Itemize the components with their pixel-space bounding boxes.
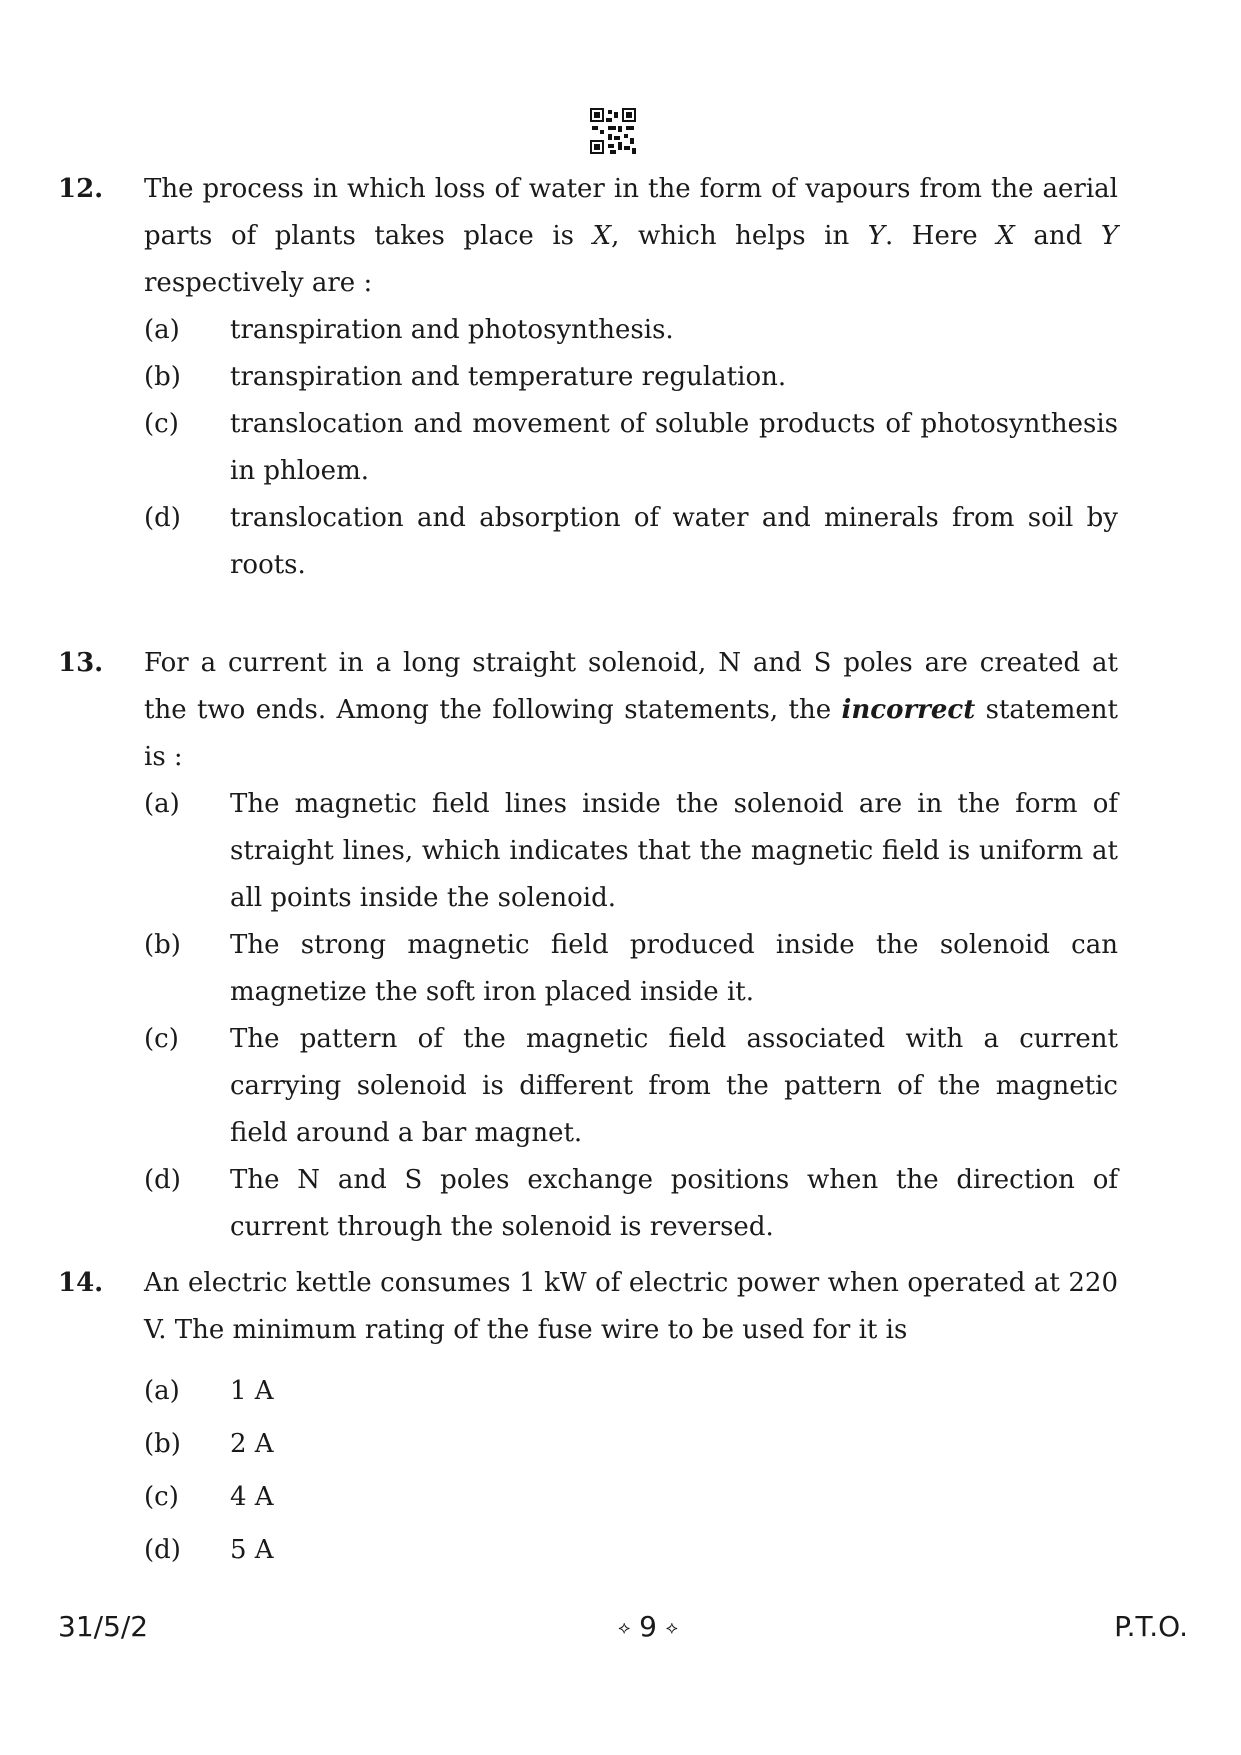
option-text: 1 A bbox=[230, 1376, 274, 1406]
option-label: (d) bbox=[144, 503, 181, 533]
option-label: (d) bbox=[144, 1535, 181, 1565]
option-b bbox=[144, 1421, 1118, 1468]
page-footer bbox=[58, 1610, 1188, 1650]
option-text: The strong magnetic field produced inside the solenoid can magnetize the soft iron placed inside it. bbox=[230, 930, 1118, 1007]
question-text: An electric kettle consumes 1 kW of electric power when operated at 220 V. The minimum rating of the fuse wire to be used for it is bbox=[144, 1268, 1118, 1345]
option-text: translocation and absorption of water and minerals from soil by roots. bbox=[230, 503, 1118, 580]
option-b bbox=[144, 922, 1118, 1016]
option-a bbox=[144, 307, 1118, 354]
question-text: For a current in a long straight solenoid, N and S poles are created at the two ends. Among the following statements, the incorrect statement is : bbox=[144, 648, 1118, 772]
option-label: (a) bbox=[144, 1376, 180, 1406]
option-label: (a) bbox=[144, 315, 180, 345]
paper-code: 31/5/2 bbox=[58, 1610, 149, 1643]
option-c bbox=[144, 1016, 1118, 1157]
option-text: transpiration and temperature regulation. bbox=[230, 362, 787, 392]
option-label: (b) bbox=[144, 1429, 181, 1459]
option-d bbox=[144, 1527, 1118, 1574]
question-number: 12. bbox=[58, 174, 104, 204]
option-label: (a) bbox=[144, 789, 180, 819]
question-14 bbox=[58, 1260, 1118, 1574]
option-label: (b) bbox=[144, 362, 181, 392]
question-13 bbox=[58, 640, 1118, 1251]
option-label: (b) bbox=[144, 930, 181, 960]
option-text: The pattern of the magnetic field associated with a current carrying solenoid is different from the pattern of the magnetic field around a bar magnet. bbox=[230, 1024, 1118, 1148]
option-a bbox=[144, 1368, 1118, 1415]
option-c bbox=[144, 1474, 1118, 1521]
question-12 bbox=[58, 166, 1118, 589]
pto-label: P.T.O. bbox=[1114, 1610, 1188, 1643]
question-number: 13. bbox=[58, 648, 104, 678]
option-a bbox=[144, 781, 1118, 922]
qr-code-icon bbox=[590, 108, 636, 154]
question-number: 14. bbox=[58, 1268, 104, 1298]
option-text: translocation and movement of soluble products of photosynthesis in phloem. bbox=[230, 409, 1118, 486]
ornament-right-icon: ⟡ bbox=[665, 1617, 678, 1639]
option-text: The N and S poles exchange positions when the direction of current through the solenoid is reversed. bbox=[230, 1165, 1118, 1242]
option-text: transpiration and photosynthesis. bbox=[230, 315, 674, 345]
ornament-left-icon: ⟡ bbox=[618, 1617, 631, 1639]
option-c bbox=[144, 401, 1118, 495]
option-text: The magnetic field lines inside the solenoid are in the form of straight lines, which indicates that the magnetic field is uniform at all points inside the solenoid. bbox=[230, 789, 1118, 913]
option-text: 4 A bbox=[230, 1482, 274, 1512]
page-number: 9 bbox=[639, 1610, 657, 1643]
option-label: (c) bbox=[144, 1024, 179, 1054]
page-number-block bbox=[578, 1610, 718, 1643]
option-d bbox=[144, 1157, 1118, 1251]
option-b bbox=[144, 354, 1118, 401]
option-label: (d) bbox=[144, 1165, 181, 1195]
question-text: The process in which loss of water in the form of vapours from the aerial parts of plants takes place is X, which helps in Y. Here X and Y respectively are : bbox=[144, 174, 1118, 298]
option-text: 5 A bbox=[230, 1535, 274, 1565]
option-label: (c) bbox=[144, 1482, 179, 1512]
option-d bbox=[144, 495, 1118, 589]
option-label: (c) bbox=[144, 409, 179, 439]
option-text: 2 A bbox=[230, 1429, 274, 1459]
